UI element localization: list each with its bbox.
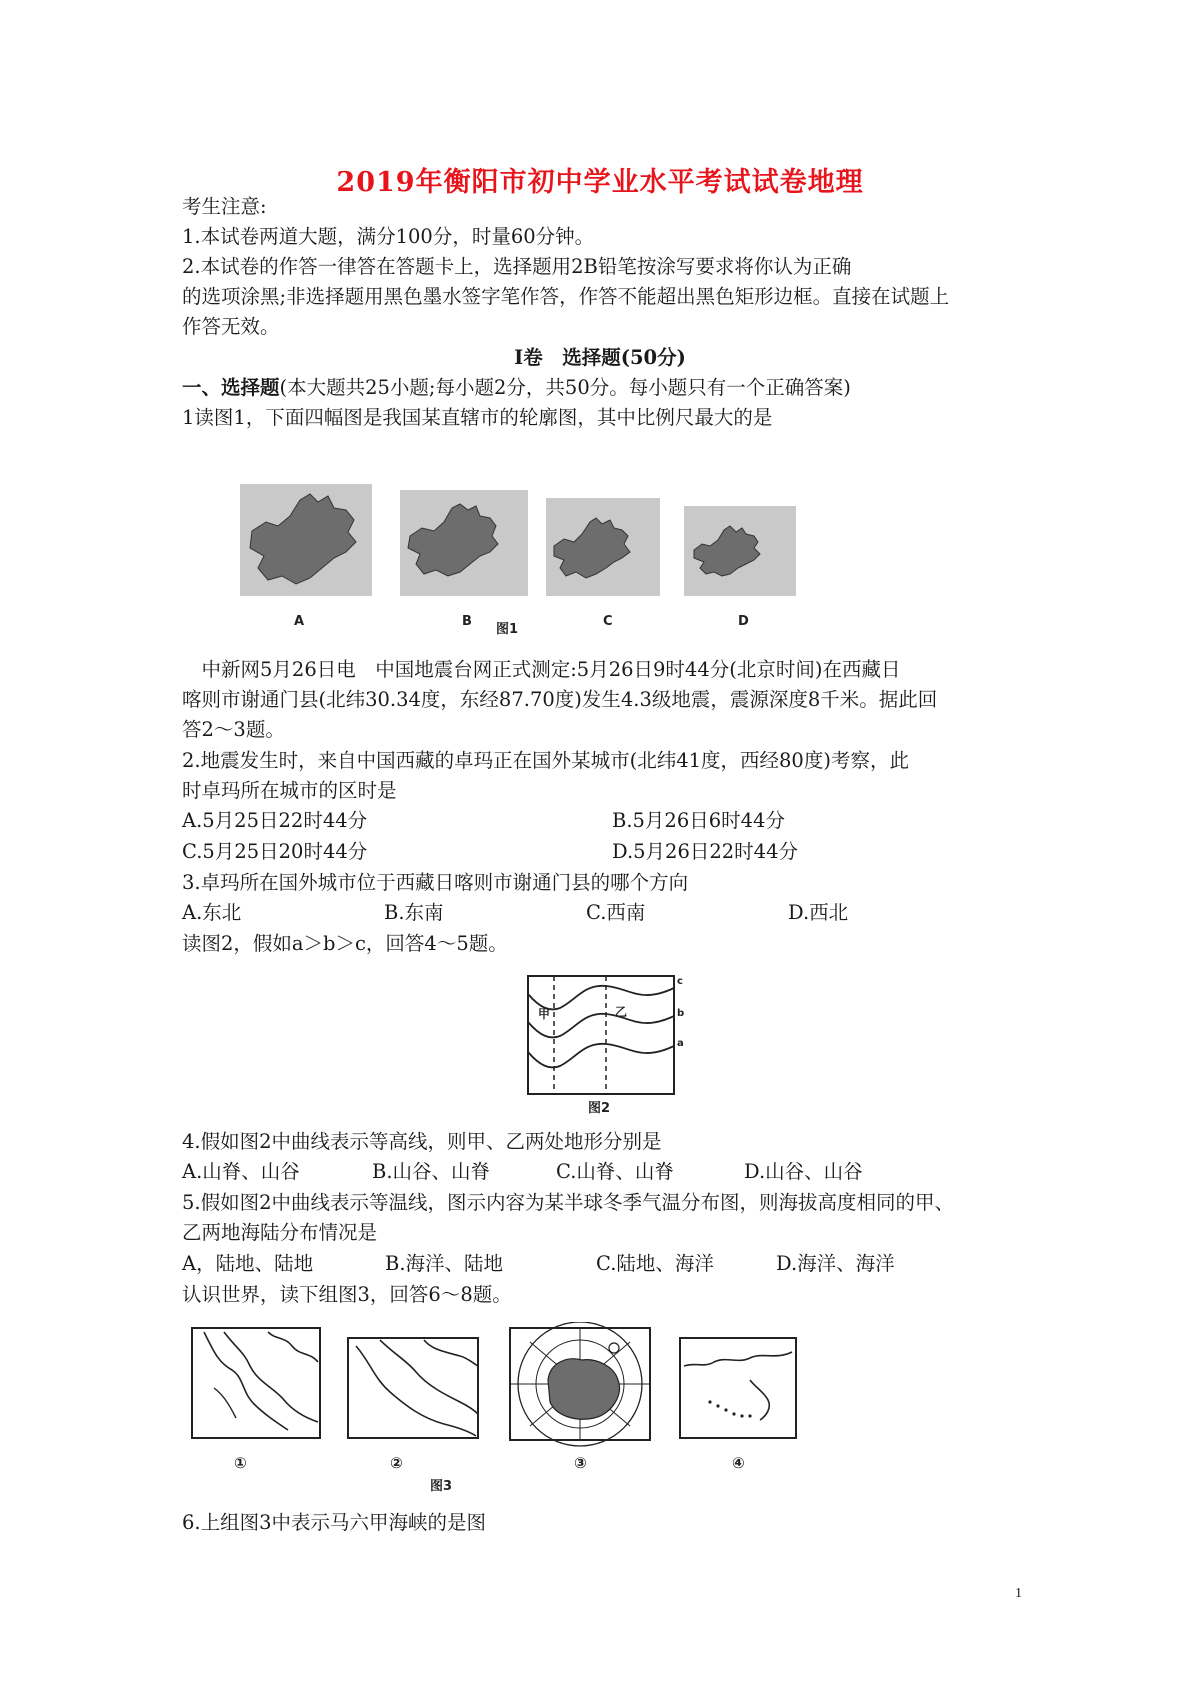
- figure-3-intro: 认识世界，读下组图3，回答6～8题。: [182, 1283, 512, 1306]
- question-5-option-d: D.海洋、海洋: [776, 1252, 895, 1275]
- page-title: 2019年衡阳市初中学业水平考试试卷地理: [336, 167, 864, 198]
- section-heading-bold: 一、选择题: [182, 376, 280, 399]
- question-4-option-c: C.山脊、山脊: [556, 1160, 674, 1183]
- passage-line-2: 喀则市谢通门县(北纬30.34度，东经87.70度)发生4.3级地震，震源深度8千米。据此回: [182, 688, 938, 711]
- notice-heading: 考生注意:: [182, 195, 267, 218]
- question-3-stem: 3.卓玛所在国外城市位于西藏日喀则市谢通门县的哪个方向: [182, 871, 689, 894]
- figure-3-label-3: ③: [574, 1454, 587, 1472]
- figure-1-caption: 图1: [496, 622, 519, 637]
- section-heading: [182, 373, 851, 403]
- question-4-option-a: A.山脊、山谷: [182, 1160, 300, 1183]
- question-5-stem-line-1: 5.假如图2中曲线表示等温线，图示内容为某半球冬季气温分布图，则海拔高度相同的甲、: [182, 1191, 955, 1214]
- passage-line-1: 中新网5月26日电 中国地震台网正式测定:5月26日9时44分(北京时间)在西藏日: [182, 658, 901, 681]
- question-5-option-a: A，陆地、陆地: [182, 1252, 314, 1275]
- figure-2-label-jia: 甲: [538, 1007, 551, 1021]
- figure-2-label-a: a: [677, 1038, 684, 1049]
- notice-item-1: 1.本试卷两道大题，满分100分，时量60分钟。: [182, 225, 595, 248]
- notice-item-2-line-2: 的选项涂黑;非选择题用黑色墨水签字笔作答，作答不能超出黑色矩形边框。直接在试题上: [182, 285, 950, 308]
- figure-1-panel-b: [400, 490, 528, 596]
- figure-2-curve-a: [528, 1044, 674, 1068]
- figure-1-label-c: C: [603, 614, 613, 629]
- figure-2-intro: 读图2，假如a＞b＞c，回答4～5题。: [182, 932, 508, 955]
- question-1-stem: 1读图1，下面四幅图是我国某直辖市的轮廓图，其中比例尺最大的是: [182, 406, 773, 429]
- question-3-option-c: C.西南: [586, 901, 646, 924]
- question-2-option-c: C.5月25日20时44分: [182, 840, 368, 863]
- question-5-stem-line-2: 乙两地海陆分布情况是: [182, 1221, 378, 1244]
- figure-3-label-1: ①: [234, 1454, 247, 1472]
- figure-3-panel-4: [680, 1338, 796, 1438]
- figure-2-label-b: b: [677, 1008, 685, 1019]
- question-6-stem: 6.上组图3中表示马六甲海峡的是图: [182, 1511, 487, 1534]
- figure-3-panel-1: [192, 1328, 320, 1438]
- figure-2-curve-c: [528, 986, 674, 1010]
- notice-item-2-line-3: 作答无效。: [182, 315, 280, 338]
- notice-item-2-line-1: 2.本试卷的作答一律答在答题卡上，选择题用2B铅笔按涂写要求将你认为正确: [182, 255, 852, 278]
- question-2-option-a: A.5月25日22时44分: [182, 809, 368, 832]
- section-title: Ⅰ卷 选择题(50分): [514, 346, 686, 369]
- question-4-stem: 4.假如图2中曲线表示等高线，则甲、乙两处地形分别是: [182, 1130, 662, 1153]
- figure-1-panel-c: [546, 498, 660, 596]
- figure-2: [520, 968, 690, 1118]
- figure-1-label-a: A: [294, 614, 305, 629]
- figure-1-label-d: D: [738, 614, 749, 629]
- section-heading-rest: (本大题共25小题;每小题2分，共50分。每小题只有一个正确答案): [279, 376, 851, 399]
- figure-3: [184, 1322, 804, 1500]
- figure-3-label-2: ②: [390, 1454, 403, 1472]
- question-3-option-b: B.东南: [384, 901, 444, 924]
- question-5-option-c: C.陆地、海洋: [596, 1252, 714, 1275]
- figure-1: [238, 476, 818, 642]
- figure-1-panel-a: [240, 484, 372, 596]
- question-2-option-b: B.5月26日6时44分: [612, 809, 785, 832]
- figure-3-label-4: ④: [732, 1454, 745, 1472]
- figure-3-caption: 图3: [430, 1479, 453, 1494]
- figure-2-label-c: c: [677, 976, 683, 987]
- figure-1-panel-d: [684, 506, 796, 596]
- question-2-option-d: D.5月26日22时44分: [612, 840, 798, 863]
- figure-3-panel-3: [510, 1322, 650, 1446]
- question-3-option-a: A.东北: [182, 901, 242, 924]
- question-4-option-d: D.山谷、山谷: [744, 1160, 863, 1183]
- figure-2-label-yi: 乙: [615, 1005, 628, 1019]
- question-2-stem-line-1: 2.地震发生时，来自中国西藏的卓玛正在国外某城市(北纬41度，西经80度)考察，此: [182, 749, 909, 772]
- question-2-stem-line-2: 时卓玛所在城市的区时是: [182, 779, 397, 802]
- page-number: 1: [1015, 1586, 1022, 1601]
- figure-3-panel-2: [348, 1338, 478, 1438]
- question-3-option-d: D.西北: [788, 901, 849, 924]
- question-4-option-b: B.山谷、山脊: [372, 1160, 491, 1183]
- figure-1-label-b: B: [462, 614, 472, 629]
- figure-2-caption: 图2: [588, 1101, 611, 1116]
- passage-line-3: 答2～3题。: [182, 718, 285, 741]
- question-5-option-b: B.海洋、陆地: [385, 1252, 504, 1275]
